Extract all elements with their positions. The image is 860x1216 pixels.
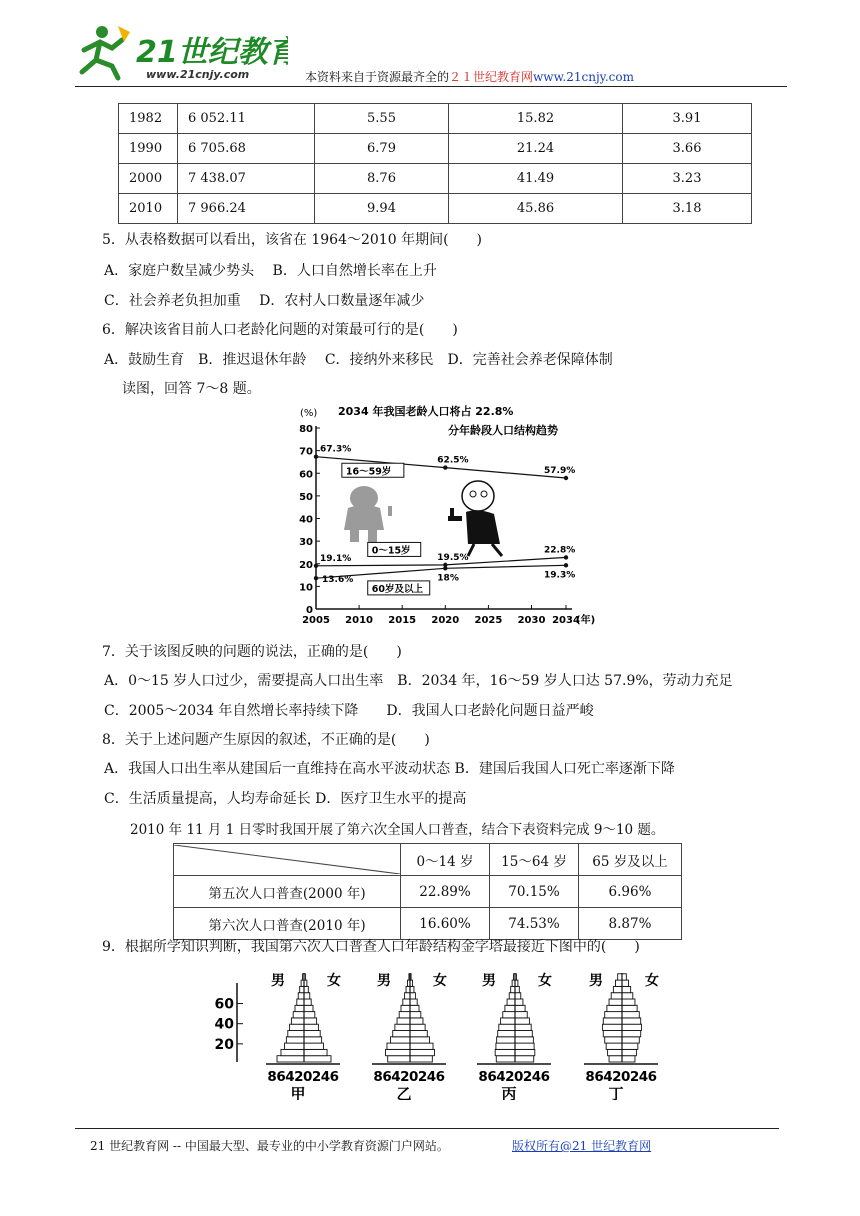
table-cell: 6 052.11 — [178, 104, 315, 134]
y-tick-label: 50 — [299, 491, 313, 503]
pyramid-bar-female — [622, 1037, 639, 1043]
pyramid-bar-female — [622, 1031, 641, 1037]
pyramid-bar-male — [281, 1049, 304, 1055]
table-cell: 第五次人口普查(2000 年) — [174, 876, 401, 908]
pyramid-x-tick-labels: 86420246 — [373, 1069, 445, 1085]
table-cell: 2000 — [119, 164, 178, 194]
pyramid-bar-male — [297, 999, 304, 1005]
pyramid-bar-female — [410, 999, 417, 1005]
data-label: 22.8% — [544, 545, 576, 556]
pyramid-female-label: 女 — [433, 973, 447, 989]
pyramid-bar-female — [515, 1037, 533, 1043]
pyramid-bar-female — [304, 1037, 322, 1043]
pyramid-bar-male — [608, 1049, 622, 1055]
pyramid-bar-female — [622, 1056, 635, 1062]
legend-label: 60岁及以上 — [371, 583, 423, 595]
legend-label: 16～59岁 — [345, 466, 392, 478]
header-site-link[interactable]: ２１世纪教育网 — [449, 70, 534, 84]
data-point — [443, 465, 447, 469]
table-cell: 6 705.68 — [178, 134, 315, 164]
population-table — [118, 103, 752, 224]
y-tick-label: 60 — [299, 469, 313, 481]
pyramid-bar-male — [403, 999, 410, 1005]
pyramid-bar-male — [405, 993, 410, 999]
table-cell: 7 438.07 — [178, 164, 315, 194]
pyramid-bar-female — [304, 1031, 320, 1037]
table-diagonal-cell — [174, 844, 401, 876]
site-logo — [78, 22, 288, 84]
pyramid-bar-female — [515, 1012, 527, 1018]
footer-copyright-link[interactable]: 版权所有@21 世纪教育网 — [512, 1139, 652, 1153]
pyramid-bar-male — [397, 1018, 410, 1024]
table-row — [119, 194, 752, 224]
footer-divider — [75, 1128, 779, 1129]
pyramid-name: 甲 — [290, 1085, 306, 1100]
pyramid-bar-female — [515, 1056, 534, 1062]
pyramid-bar-male — [386, 1049, 410, 1055]
pyramid-bar-female — [622, 986, 631, 992]
pyramid-bar-male — [505, 1005, 515, 1011]
intro-9-10: 2010 年 11 月 1 日零时我国开展了第六次全国人口普查，结合下表资料完成 9～10 题。 — [130, 822, 665, 838]
pyramid-x-tick-labels: 86420246 — [267, 1069, 339, 1085]
table-cell: 41.49 — [449, 164, 623, 194]
pyramid-bar-female — [304, 1056, 331, 1062]
table-header: 0～14 岁 — [401, 844, 490, 876]
table-cell: 70.15% — [490, 876, 579, 908]
q6-options: A．鼓励生育 B．推迟退休年龄 C．接纳外来移民 D．完善社会养老保障体制 — [104, 352, 613, 368]
pyramid-bar-female — [304, 993, 310, 999]
pyramid-age-label: 60 — [214, 996, 234, 1013]
q7-stem: 7．关于该图反映的问题的说法，正确的是( ) — [102, 644, 402, 660]
pyramid-bar-male — [618, 974, 622, 980]
table-cell: 7 966.24 — [178, 194, 315, 224]
pyramid-bar-female — [304, 1012, 315, 1018]
table-row — [119, 134, 752, 164]
pyramid-age-label: 40 — [214, 1016, 234, 1033]
x-tick-label: 2020 — [431, 615, 460, 626]
pyramid-bar-male — [295, 1005, 304, 1011]
table-cell: 22.89% — [401, 876, 490, 908]
pyramid-bar-male — [286, 1037, 304, 1043]
header-divider — [75, 86, 787, 87]
pyramid-name: 丁 — [608, 1085, 624, 1100]
data-point — [564, 476, 568, 480]
x-tick-label: 2010 — [345, 615, 374, 626]
age-pyramid-figures — [212, 965, 682, 1100]
pyramid-bar-male — [387, 1043, 410, 1049]
y-tick-label: 30 — [299, 537, 313, 549]
pyramid-bar-male — [300, 986, 304, 992]
pyramid-bar-male — [605, 1037, 622, 1043]
data-point — [314, 576, 318, 580]
y-tick-label: 70 — [299, 446, 313, 458]
census-table — [173, 843, 682, 940]
pyramid-bar-female — [622, 980, 628, 986]
q7-options-ab: A．0～15 岁人口过少，需要提高人口出生率 B．2034 年，16～59 岁人口达 57.9%，劳动力充足 — [104, 673, 733, 689]
table-row — [174, 908, 682, 940]
pyramid-bar-male — [511, 986, 515, 992]
pyramid-bar-male — [395, 1024, 410, 1030]
pyramid-bar-male — [603, 1031, 622, 1037]
pyramid-bar-male — [611, 993, 622, 999]
pyramid-male-label: 男 — [482, 973, 496, 989]
q8-options-ab: A．我国人口出生率从建国后一直维持在高水平波动状态 B．建国后我国人口死亡率逐渐下降 — [104, 761, 675, 777]
pyramid-bar-female — [515, 1043, 534, 1049]
pyramid-bar-male — [277, 1056, 304, 1062]
q5-options-ab: A．家庭户数呈减少势头 B．人口自然增长率在上升 — [104, 263, 437, 279]
pyramid-female-label: 女 — [645, 973, 659, 989]
pyramid-bar-female — [410, 1056, 432, 1062]
pyramid-bar-female — [515, 1005, 525, 1011]
pyramid-male-label: 男 — [377, 973, 391, 989]
x-tick-label: 2005 — [302, 615, 330, 626]
table-cell: 21.24 — [449, 134, 623, 164]
table-header-row — [174, 844, 682, 876]
y-tick-label: 80 — [299, 424, 313, 435]
pyramid-bar-female — [304, 986, 308, 992]
pyramid-bar-male — [507, 999, 515, 1005]
pyramid-bar-female — [515, 999, 523, 1005]
pyramid-bar-female — [515, 993, 521, 999]
pyramid-bar-female — [410, 993, 415, 999]
x-axis-unit: (年) — [576, 615, 596, 626]
pyramid-bar-female — [410, 1043, 433, 1049]
table-cell: 5.55 — [315, 104, 449, 134]
pyramid-bar-male — [498, 1031, 515, 1037]
y-tick-label: 0 — [306, 605, 313, 616]
pyramid-bar-male — [391, 1037, 410, 1043]
pyramid-bar-male — [496, 1056, 515, 1062]
table-header: 15～64 岁 — [490, 844, 579, 876]
table-cell: 1982 — [119, 104, 178, 134]
pyramid-bar-male — [609, 1056, 622, 1062]
pyramid-bar-female — [515, 986, 519, 992]
table-cell: 1990 — [119, 134, 178, 164]
pyramid-bar-female — [515, 1031, 532, 1037]
logo-url: www.21cnjy.com — [146, 68, 250, 81]
y-axis-unit: (%) — [300, 408, 318, 419]
y-tick-label: 40 — [299, 514, 313, 526]
q7-options-cd: C．2005～2034 年自然增长率持续下降 D．我国人口老龄化问题日益严峻 — [104, 703, 594, 719]
data-point — [314, 564, 318, 568]
table-cell: 74.53% — [490, 908, 579, 940]
data-point — [564, 555, 568, 559]
pyramid-bar-male — [298, 993, 304, 999]
pyramid-bar-male — [607, 1005, 622, 1011]
pyramid-bar-male — [509, 993, 515, 999]
table-cell: 9.94 — [315, 194, 449, 224]
pyramid-bar-female — [410, 1005, 419, 1011]
pyramid-male-label: 男 — [271, 973, 285, 989]
pyramid-bar-female — [622, 999, 635, 1005]
pyramid-bar-male — [495, 1049, 515, 1055]
pyramid-bar-male — [285, 1043, 304, 1049]
pyramid-bar-female — [622, 1049, 636, 1055]
table-cell: 16.60% — [401, 908, 490, 940]
pyramid-bar-male — [388, 1056, 410, 1062]
table-cell: 第六次人口普查(2010 年) — [174, 908, 401, 940]
pyramid-bar-male — [291, 1018, 304, 1024]
pyramid-age-label: 20 — [214, 1036, 234, 1053]
pyramid-bar-female — [515, 1018, 529, 1024]
pyramid-bar-male — [496, 1043, 515, 1049]
table-cell: 8.87% — [579, 908, 682, 940]
table-row — [174, 876, 682, 908]
pyramid-bar-male — [399, 1012, 410, 1018]
table-cell: 3.18 — [623, 194, 752, 224]
data-label: 67.3% — [320, 444, 352, 455]
pyramid-bar-male — [497, 1037, 515, 1043]
table-cell: 6.96% — [579, 876, 682, 908]
runner-icon — [82, 26, 130, 78]
intro-7-8: 读图，回答 7～8 题。 — [122, 381, 261, 397]
population-trend-chart — [298, 404, 602, 628]
q9-stem: 9．根据所学知识判断，我国第六次人口普查人口年龄结构金字塔最接近下图中的( ) — [102, 939, 640, 955]
x-tick-label: 2025 — [474, 615, 503, 626]
pyramid-female-label: 女 — [327, 973, 341, 989]
pyramid-bar-male — [605, 1012, 622, 1018]
footer-tagline: 21 世纪教育网 -- 中国最大型、最专业的中小学教育资源门户网站。 — [90, 1139, 449, 1153]
pyramid-bar-female — [304, 1024, 318, 1030]
pyramid-bar-female — [622, 1018, 641, 1024]
pyramid-bar-female — [304, 1018, 317, 1024]
pyramid-bar-female — [410, 1049, 434, 1055]
pyramid-bar-male — [616, 980, 622, 986]
chart-title: 2034 年我国老龄人口将占 22.8% — [338, 405, 514, 418]
pyramid-bar-male — [609, 999, 622, 1005]
data-point — [564, 563, 568, 567]
x-tick-label: 2030 — [517, 615, 546, 626]
pyramid-bar-female — [304, 999, 311, 1005]
child-figure-icon — [344, 486, 392, 542]
table-cell: 8.76 — [315, 164, 449, 194]
pyramid-bar-male — [293, 1012, 304, 1018]
pyramid-name: 丙 — [501, 1085, 517, 1100]
legend-label: 0～15岁 — [371, 545, 411, 557]
pyramid-bar-female — [410, 1012, 421, 1018]
pyramid-bar-female — [515, 1049, 535, 1055]
table-cell: 15.82 — [449, 104, 623, 134]
q5-options-cd: C．社会养老负担加重 D．农村人口数量逐年减少 — [104, 293, 425, 309]
y-tick-label: 20 — [299, 559, 313, 571]
x-tick-label: 2015 — [388, 615, 417, 626]
q6-stem: 6．解决该省目前人口老龄化问题的对策最可行的是( ) — [102, 322, 458, 338]
pyramid-female-label: 女 — [538, 973, 552, 989]
pyramid-bar-female — [304, 1005, 313, 1011]
pyramid-male-label: 男 — [589, 973, 603, 989]
table-row — [119, 164, 752, 194]
data-label: 19.5% — [437, 552, 469, 563]
pyramid-bar-female — [304, 1049, 327, 1055]
table-cell: 2010 — [119, 194, 178, 224]
pyramid-bar-male — [603, 1018, 622, 1024]
pyramid-bar-female — [410, 1024, 425, 1030]
data-label: 13.6% — [322, 575, 354, 586]
pyramid-bar-male — [603, 1024, 622, 1030]
table-row — [119, 104, 752, 134]
table-cell: 3.66 — [623, 134, 752, 164]
pyramid-bar-male — [393, 1031, 410, 1037]
table-cell: 3.91 — [623, 104, 752, 134]
pyramid-x-tick-labels: 86420246 — [478, 1069, 550, 1085]
pyramid-bar-male — [290, 1024, 304, 1030]
elderly-figure-icon — [448, 481, 502, 556]
pyramid-bar-female — [304, 1043, 323, 1049]
header-note-prefix: 本资料来自于资源最齐全的 — [305, 70, 450, 84]
q8-options-cd: C．生活质量提高，人均寿命延长 D．医疗卫生水平的提高 — [104, 791, 467, 807]
pyramid-bar-female — [515, 1024, 531, 1030]
pyramid-bar-female — [410, 1031, 427, 1037]
y-tick-label: 10 — [299, 582, 313, 594]
diagonal-line — [174, 845, 400, 874]
header-url-link[interactable]: www.21cnjy.com — [533, 70, 634, 84]
pyramid-bar-male — [499, 1024, 515, 1030]
table-cell: 45.86 — [449, 194, 623, 224]
pyramid-bar-female — [622, 993, 633, 999]
table-cell: 3.23 — [623, 164, 752, 194]
pyramid-bar-female — [410, 1037, 429, 1043]
data-point — [314, 455, 318, 459]
data-label: 62.5% — [437, 455, 469, 466]
pyramid-bar-male — [503, 1012, 515, 1018]
table-header: 65 岁及以上 — [579, 844, 682, 876]
pyramid-bar-female — [622, 974, 626, 980]
pyramid-bar-male — [606, 1043, 622, 1049]
pyramid-bar-male — [613, 986, 622, 992]
pyramid-x-tick-labels: 86420246 — [585, 1069, 657, 1085]
pyramid-bar-female — [622, 1024, 641, 1030]
pyramid-bar-male — [501, 1018, 515, 1024]
table-cell: 6.79 — [315, 134, 449, 164]
pyramid-bar-female — [410, 1018, 423, 1024]
pyramid-bar-female — [622, 1012, 639, 1018]
header-note — [305, 68, 634, 85]
logo-text: 21世纪教育 — [136, 35, 288, 70]
q8-stem: 8．关于上述问题产生原因的叙述，不正确的是( ) — [102, 732, 430, 748]
pyramid-bar-male — [288, 1031, 304, 1037]
data-label: 57.9% — [544, 466, 576, 477]
x-tick-label: 2034 — [552, 615, 580, 626]
chart-subtitle: 分年龄段人口结构趋势 — [448, 424, 558, 437]
data-label: 19.3% — [544, 570, 576, 581]
pyramid-bar-female — [622, 1043, 638, 1049]
pyramid-bar-male — [401, 1005, 410, 1011]
pyramid-name: 乙 — [396, 1085, 412, 1100]
q5-stem: 5．从表格数据可以看出，该省在 1964～2010 年期间( ) — [102, 232, 482, 248]
data-label: 18% — [437, 573, 459, 584]
data-point — [443, 566, 447, 570]
pyramid-bar-female — [622, 1005, 637, 1011]
data-label: 19.1% — [320, 553, 352, 564]
